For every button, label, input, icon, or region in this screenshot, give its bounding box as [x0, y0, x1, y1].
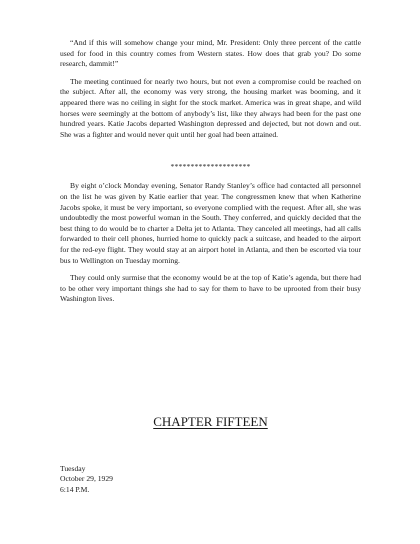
- dateline-day: Tuesday: [60, 464, 86, 473]
- paragraph-dialogue: “And if this will somehow change your mind, Mr. President: Only three percent of the cattle used for food in this country comes from Western states. How does that grab you? Do some research, dammit!”: [60, 38, 361, 69]
- page-body: [60, 38, 361, 494]
- section-separator: ********************: [170, 162, 251, 172]
- paragraph-senator-office: By eight o’clock Monday evening, Senator Randy Stanley’s office had contacted all personnel on the list he was given by Katie earlier that year. The congressmen knew that when Katherine Jacobs spoke, it must be very important, so everyone complied with the request. After all, she was undoubtedly the most powerful woman in the South. They conferred, and quickly decided that the best thing to do would be to charter a Delta jet to Atlanta. They canceled all meetings, had all calls forwarded to their cell phones, hurried home to quickly pack a suitcase, and headed to the airport for the red-eye flight. They would stay at an airport hotel in Atlanta, and then be escorted via tour bus to Wellington on Tuesday morning.: [60, 181, 361, 265]
- dateline: [60, 464, 113, 495]
- paragraph-agenda: They could only surmise that the economy would be at the top of Katie’s agenda, but there had to be other very important things she had to say for them to have to be uprooted from their busy Washington lives.: [60, 273, 361, 304]
- chapter-title: CHAPTER FIFTEEN: [153, 414, 268, 429]
- dateline-date: October 29, 1929: [60, 474, 113, 484]
- dateline-time: 6:14 P.M.: [60, 484, 90, 494]
- paragraph-meeting: The meeting continued for nearly two hours, but not even a compromise could be reached on the subject. After all, the economy was very strong, the housing market was booming, and it appeared there was no ceiling in sight for the stock market. America was in great shape, and wild horses were seemingly at the bottom of anybody’s list, like they always had been for the past one hundred years. Katie Jacobs departed Washington depressed and dejected, but not down and out. She was a fighter and would never quit until her goal had been attained.: [60, 76, 361, 139]
